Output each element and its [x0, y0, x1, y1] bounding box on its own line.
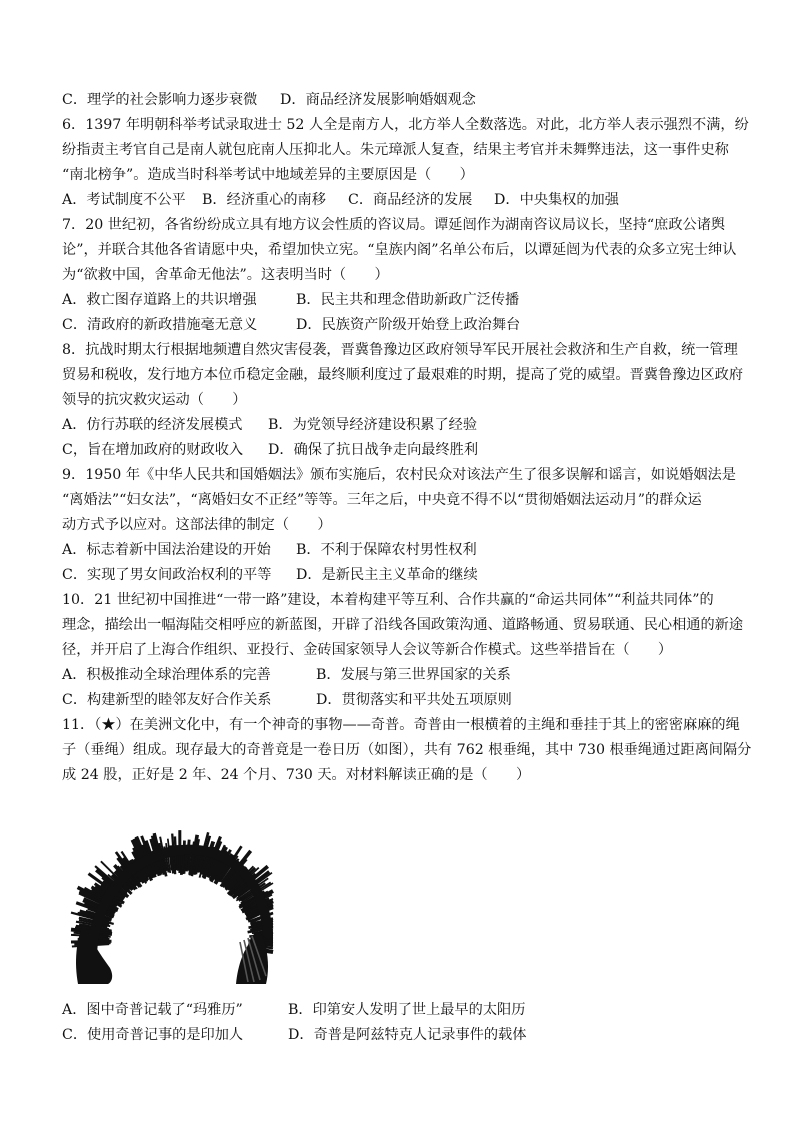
page-content [62, 88, 752, 1048]
q6-stem-line: “南北榜争”。造成当时科举考试中地域差异的主要原因是（ ） [62, 167, 474, 183]
q11-option-a[interactable]: A．图中奇普记载了“玛雅历” [62, 1002, 243, 1018]
q11-options-row [62, 998, 734, 1023]
q8-option-a[interactable]: A．仿行苏联的经济发展模式 [62, 417, 243, 433]
q8-stem-line: 8．抗战时期太行根据地频遭自然灾害侵袭，晋冀鲁豫边区政府领导军民开展社会救济和生产自救，统一管理 [62, 342, 738, 358]
q8-stem-line: 领导的抗灾救灾运动（ ） [62, 392, 247, 408]
q8-option-d[interactable]: D．确保了抗日战争走向最终胜利 [268, 442, 479, 458]
q8-options-row [62, 413, 734, 438]
q9-options-row [62, 538, 734, 563]
q8-option-b[interactable]: B．为党领导经济建设积累了经验 [268, 417, 478, 433]
q9-stem-line: “离婚法”“妇女法”，“离婚妇女不正经”等等。三年之后，中央竟不得不以“贯彻婚姻法运动月”的群众运 [62, 492, 702, 508]
q9-options-row [62, 563, 734, 588]
question-8 [62, 338, 744, 463]
q11-option-b[interactable]: B．印第安人发明了世上最早的太阳历 [288, 1002, 526, 1018]
q6-stem-line: 6．1397 年明朝科举考试录取进士 52 人全是南方人，北方举人全数落选。对此，北方举人表示强烈不满，纷 [62, 117, 749, 133]
q9-stem-line: 9．1950 年《中华人民共和国婚姻法》颁布实施后，农村民众对该法产生了很多误解和谣言，如说婚姻法是 [62, 467, 736, 483]
q11-option-d[interactable]: D．奇普是阿兹特克人记录事件的载体 [288, 1027, 527, 1043]
q7-option-c[interactable]: C．清政府的新政措施毫无意义 [62, 317, 258, 333]
q7-stem-line: 7．20 世纪初，各省纷纷成立具有地方议会性质的咨议局。谭延闿作为湖南咨议局议长，坚持“庶政公诸舆 [62, 217, 726, 233]
question-11 [62, 713, 752, 1048]
q10-option-c[interactable]: C．构建新型的睦邻友好合作关系 [62, 692, 272, 708]
q6-option-a[interactable]: A．考试制度不公平 [62, 192, 186, 208]
q9-option-a[interactable]: A．标志着新中国法治建设的开始 [62, 542, 271, 558]
q6-stem-line: 纷指责主考官自己是南人就包庇南人压抑北人。朱元璋派人复查，结果主考官并未舞弊违法，这一事件史称 [62, 142, 729, 158]
q11-stem-line: 子（垂绳）组成。现存最大的奇普竟是一卷日历（如图），共有 762 根垂绳，其中 730 根垂绳通过距离间隔分 [62, 742, 752, 758]
q10-option-a[interactable]: A．积极推动全球治理体系的完善 [62, 667, 271, 683]
quipu-figure [70, 822, 274, 984]
q6-option-d[interactable]: D．中央集权的加强 [494, 192, 619, 208]
question-6 [62, 113, 749, 213]
q7-stem-line: 为“欲救中国，舍革命无他法”。这表明当时（ ） [62, 267, 389, 283]
question-7 [62, 213, 737, 338]
q7-option-b[interactable]: B．民主共和理念借助新政广泛传播 [296, 292, 520, 308]
q11-stem-line: 成 24 股，正好是 2 年、24 个月、730 天。对材料解读正确的是（ ） [62, 767, 531, 783]
q7-option-d[interactable]: D．民族资产阶级开始登上政治舞台 [296, 317, 521, 333]
q10-stem-line: 径，并开启了上海合作组织、亚投行、金砖国家领导人会议等新合作模式。这些举措旨在（ ） [62, 642, 673, 658]
q10-stem-line: 10．21 世纪初中国推进“一带一路”建设，本着构建平等互利、合作共赢的“命运共同体”“利益共同体”的 [62, 592, 714, 608]
q11-options-row [62, 1023, 734, 1048]
q9-option-b[interactable]: B．不利于保障农村男性权利 [296, 542, 477, 558]
q10-options-row [62, 688, 734, 713]
q10-option-d[interactable]: D．贯彻落实和平共处五项原则 [316, 692, 512, 708]
q6-option-c[interactable]: C．商品经济的发展 [348, 192, 473, 208]
q6-option-b[interactable]: B．经济重心的南移 [202, 192, 326, 208]
q7-stem-line: 论”，并联合其他各省请愿中央，希望加快立宪。“皇族内阁”名单公布后，以谭延闿为代表的众多立宪士绅认 [62, 242, 737, 258]
q5-options-row [62, 88, 734, 113]
q10-options-row [62, 663, 734, 688]
q11-option-c[interactable]: C．使用奇普记事的是印加人 [62, 1027, 244, 1043]
q11-stem-line: 11．（★）在美洲文化中，有一个神奇的事物——奇普。奇普由一根横着的主绳和垂挂于其上的密密麻麻的绳 [62, 717, 740, 733]
q8-option-c[interactable]: C，旨在增加政府的财政收入 [62, 442, 244, 458]
q8-stem-line: 贸易和税收，发行地方本位币稳定金融，最终顺利度过了最艰难的时期，提高了党的威望。晋冀鲁豫边区政府 [62, 367, 744, 383]
q9-option-c[interactable]: C．实现了男女间政治权利的平等 [62, 567, 272, 583]
question-10 [62, 588, 744, 713]
q8-options-row [62, 438, 734, 463]
q10-option-b[interactable]: B．发展与第三世界国家的关系 [316, 667, 511, 683]
q10-stem-line: 理念，描绘出一幅海陆交相呼应的新蓝图，开辟了沿线各国政策沟通、道路畅通、贸易联通、民心相通的新途 [62, 617, 744, 633]
quipu-inner-space [122, 880, 241, 984]
q5-option-d[interactable]: D．商品经济发展影响婚姻观念 [280, 92, 476, 108]
q5-option-c[interactable]: C．理学的社会影响力逐步衰微 [62, 92, 258, 108]
q7-option-a[interactable]: A．救亡图存道路上的共识增强 [62, 292, 257, 308]
q9-option-d[interactable]: D．是新民主主义革命的继续 [296, 567, 478, 583]
q6-options-row [62, 188, 734, 213]
question-9 [62, 463, 734, 588]
q9-stem-line: 动方式予以应对。这部法律的制定（ ） [62, 517, 332, 533]
q7-options-row [62, 288, 734, 313]
quipu-image [70, 822, 274, 984]
q7-options-row [62, 313, 734, 338]
